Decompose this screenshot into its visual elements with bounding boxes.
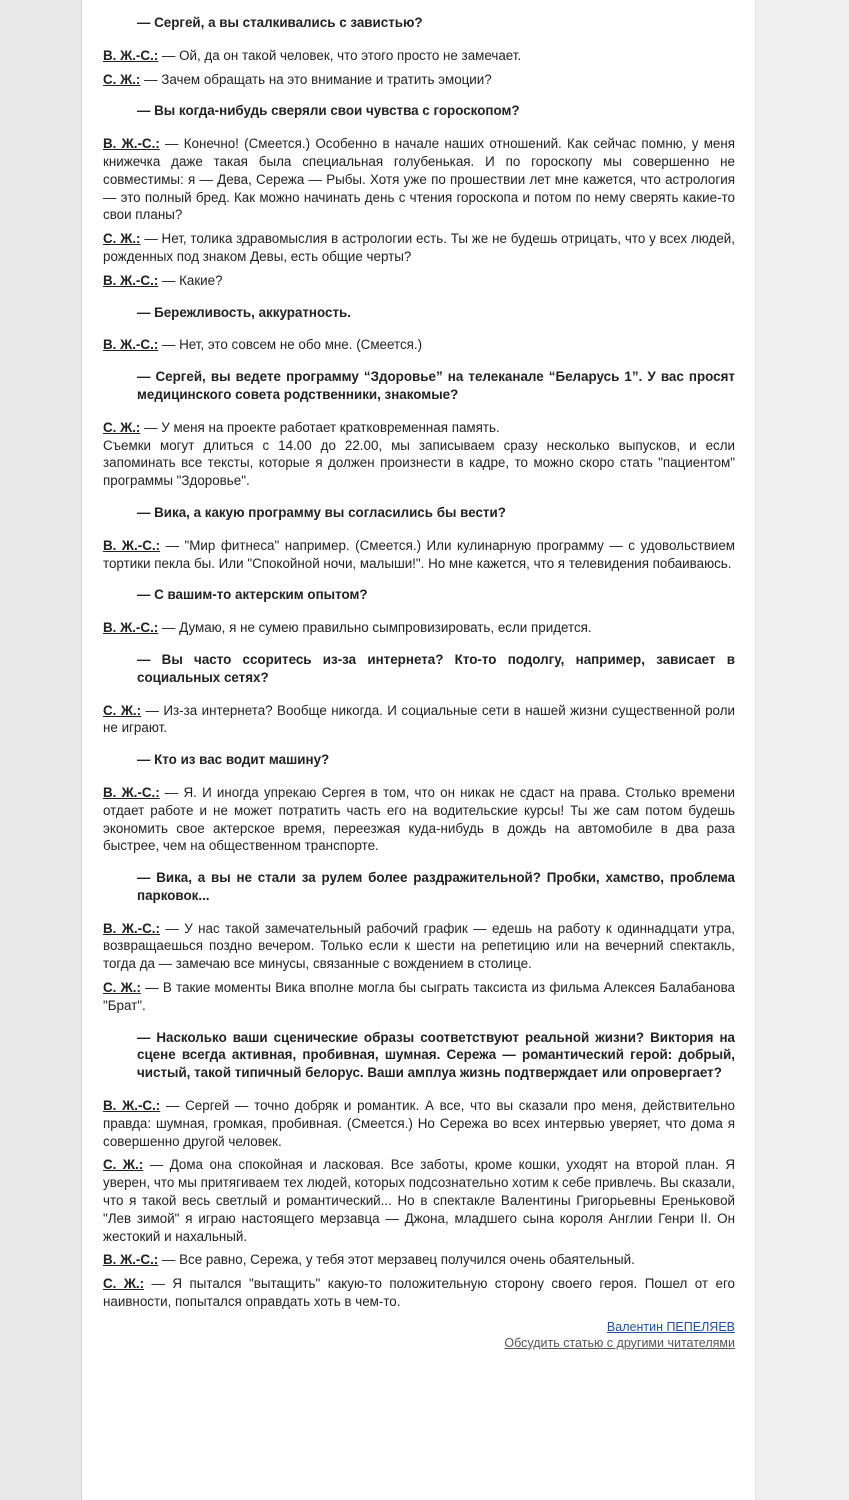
answer-text: — Зачем обращать на это внимание и тратить эмоции? <box>140 71 492 87</box>
interview-question: — Кто из вас водит машину? <box>137 752 330 768</box>
speaker-label: В. Ж.-С.: <box>103 136 160 152</box>
speaker-label: В. Ж.-С.: <box>103 620 159 636</box>
speaker-label: В. Ж.-С.: <box>103 47 159 63</box>
interview-answer <box>103 784 735 855</box>
discuss-article-link[interactable]: Обсудить статью с другими читателями <box>504 1335 735 1350</box>
speaker-label: С. Ж.: <box>103 1276 145 1292</box>
speaker-label: С. Ж.: <box>103 980 141 996</box>
interview-answer <box>103 920 735 973</box>
interview-answer <box>103 979 735 1015</box>
speaker-label: В. Ж.-С.: <box>103 537 161 553</box>
speaker-label: В. Ж.-С.: <box>103 337 159 353</box>
interview-answer <box>103 419 735 490</box>
interview-question: — С вашим-то актерским опытом? <box>137 587 368 603</box>
speaker-label: С. Ж.: <box>103 231 141 247</box>
interview-question: — Вы часто ссоритесь из-за интернета? Кто-то подолгу, например, зависает в социальных сетях? <box>137 651 735 685</box>
answer-text: — Думаю, я не сумею правильно сымпровизировать, если придется. <box>158 620 592 636</box>
author-link[interactable]: Валентин ПЕПЕЛЯЕВ <box>606 1319 735 1334</box>
answer-text: — Дома она спокойная и ласковая. Все заботы, кроме кошки, уходят на второй план. Я уверен, что мы притягиваем тех людей, которых подсознательно хотим к себе привлечь. Вы сказали, что я такой весь светлый и романтический... Но в спектакле Валентины Григорьевны Ереньковой "Лев зимой" я играю настоящего мерзавца — Джона, младшего сына короля Англии Генри II. Он жестокий и нахальный. <box>103 1157 735 1244</box>
answer-text: — Сергей — точно добряк и романтик. А все, что вы сказали про меня, действительно правда: шумная, громкая, пробивная. (Смеется.) Но Сережа во всех интервью уверяет, что дома я совершенно другой человек. <box>103 1098 735 1149</box>
answer-text: — Я. И иногда упрекаю Сергея в том, что он никак не сдаст на права. Столько времени отдает работе и не может потратить часть его на водительские курсы! Ты же сам потом будешь экономить свое актерское время, переезжая куда-нибудь в дождь на автомобиле в два раза быстрее, чем на общественном транспорте. <box>103 784 735 854</box>
interview-question: — Бережливость, аккуратность. <box>137 304 351 320</box>
interview-answer <box>103 230 735 266</box>
answer-text: — Конечно! (Смеется.) Особенно в начале наших отношений. Как сейчас помню, у меня книжечка даже такая была специальная голубенькая. И по гороскопу мы совершенно не совместимы: я — Дева, Сережа — Рыбы. Хотя уже по прошествии лет мне кажется, что астрология — это полный бред. Как можно начинать день с чтения гороскопа и потом по нему сверять какие-то свои планы? <box>103 136 735 223</box>
answer-text: — Ой, да он такой человек, что этого просто не замечает. <box>158 47 522 63</box>
interview-question: — Сергей, вы ведете программу “Здоровье” на телеканале “Беларусь 1”. У вас просят медицинского совета родственники, знакомые? <box>137 369 735 402</box>
interview-answer <box>103 1156 735 1245</box>
answer-text: — В такие моменты Вика вполне могла бы сыграть таксиста из фильма Алексея Балабанова "Брат". <box>103 980 735 1013</box>
interview-answer <box>103 1275 735 1311</box>
article-body <box>103 0 735 1351</box>
right-gutter <box>755 0 849 1500</box>
speaker-label: В. Ж.-С.: <box>103 784 160 800</box>
interview-answer <box>103 272 735 290</box>
interview-answer <box>103 71 735 89</box>
speaker-label: С. Ж.: <box>103 419 141 435</box>
interview-answer <box>103 135 735 224</box>
answer-text: — Из-за интернета? Вообще никогда. И социальные сети в нашей жизни существенной роли не играют. <box>103 702 735 736</box>
interview-answer <box>103 47 735 65</box>
interview-answer <box>103 1097 735 1150</box>
speaker-label: С. Ж.: <box>103 702 142 718</box>
article-credits <box>103 1319 735 1351</box>
answer-text: — Я пытался "вытащить" какую-то положительную сторону своего героя. Пошел от его наивности, попытался оправдать хоть в чем-то. <box>103 1276 735 1310</box>
interview-answer <box>103 336 735 354</box>
speaker-label: В. Ж.-С.: <box>103 272 159 288</box>
answer-text: — Какие? <box>158 272 223 288</box>
interview-answer <box>103 702 735 738</box>
interview-answer <box>103 1251 735 1269</box>
answer-continuation: Съемки могут длиться с 14.00 до 22.00, мы записываем сразу несколько выпусков, и если запоминать все тексты, которые я должен произнести в кадре, то можно скоро стать "пациентом" программы "Здоровье". <box>103 437 735 489</box>
speaker-label: С. Ж.: <box>103 71 141 87</box>
answer-text: — Нет, это совсем не обо мне. (Смеется.) <box>158 337 423 353</box>
interview-question: — Вика, а какую программу вы согласились бы вести? <box>137 504 506 520</box>
answer-text: — Нет, толика здравомыслия в астрологии есть. Ты же не будешь отрицать, что у всех людей, рожденных под знаком Девы, есть общие черты? <box>103 231 735 264</box>
speaker-label: С. Ж.: <box>103 1157 144 1173</box>
speaker-label: В. Ж.-С.: <box>103 1252 159 1268</box>
interview-question: — Вика, а вы не стали за рулем более раздражительной? Пробки, хамство, проблема парковок... <box>137 870 735 903</box>
interview-answer <box>103 619 735 637</box>
interview-question: — Насколько ваши сценические образы соответствуют реальной жизни? Виктория на сцене всегда активная, пробивная, шумная. Сережа — романтический герой: добрый, чистый, такой типичный белорус. Ваши амплуа жизнь подтверждает или опровергает? <box>137 1029 735 1081</box>
interview-answer <box>103 537 735 573</box>
answer-text: — Все равно, Сережа, у тебя этот мерзавец получился очень обаятельный. <box>158 1252 635 1268</box>
interview-question: — Вы когда-нибудь сверяли свои чувства с гороскопом? <box>137 103 520 119</box>
interview-question: — Сергей, а вы сталкивались с завистью? <box>137 15 423 30</box>
answer-text: — "Мир фитнеса" например. (Смеется.) Или кулинарную программу — с удовольствием тортики пекла бы. Или "Спокойной ночи, малыши!". Но мне кажется, что я телевидения побаиваюсь. <box>103 537 735 571</box>
left-gutter <box>0 0 82 1500</box>
answer-text: — У нас такой замечательный рабочий график — едешь на работу к одиннадцати утра, возвращаешься поздно вечером. Только если к шести на репетицию или на вечерний спектакль, тогда да — замечаю все минусы, связанные с вождением в столице. <box>103 920 735 972</box>
answer-text: — У меня на проекте работает кратковременная память. <box>140 419 500 435</box>
speaker-label: В. Ж.-С.: <box>103 920 160 936</box>
speaker-label: В. Ж.-С.: <box>103 1098 161 1114</box>
